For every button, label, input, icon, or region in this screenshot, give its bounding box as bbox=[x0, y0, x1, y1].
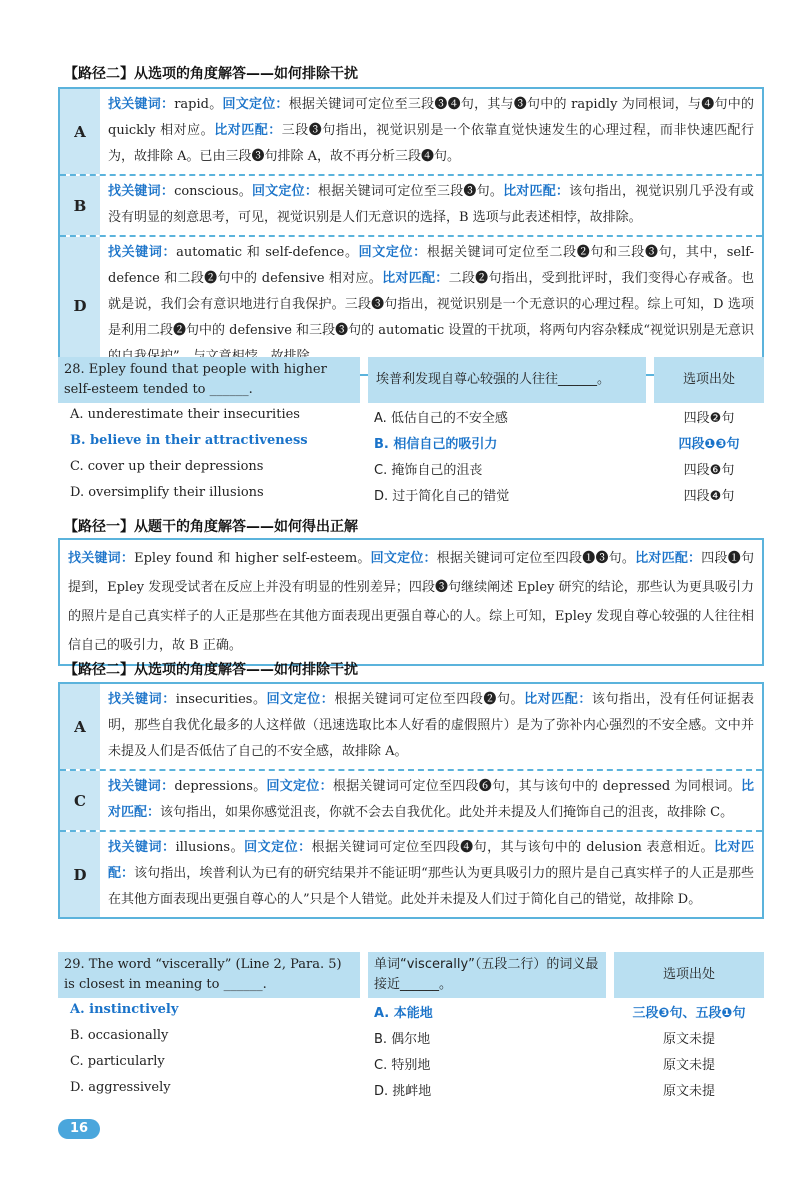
option-source: 原文未提 bbox=[662, 1084, 715, 1099]
analysis-text: rapid。 bbox=[174, 97, 223, 112]
analysis-text: 三段❸句指出，视觉识别是一个依靠直觉快速发生的心理过程，而非快速匹配行为，故排除 A。已由三段❸句排除 A，故不再分析三段❹句。 bbox=[108, 123, 754, 164]
source-header: 选项出处 bbox=[614, 952, 764, 998]
step-label: 回文定位： bbox=[222, 97, 289, 112]
step-label: 比对匹配： bbox=[214, 123, 282, 138]
option-analysis bbox=[100, 684, 762, 769]
analysis-text: 四段❶句提到，Epley 发现受试者在反应上并没有明显的性别差异；四段❸句继续阐述 Epley 研究的结论，那些认为更具吸引力的照片是自己真实样子的人正是那些在其他方面表现出更强自尊心的人。综上可知，Epley 发现自尊心较强的人往往相信自己的吸引力，故 B 正确。 bbox=[68, 551, 754, 653]
step-label: 比对匹配： bbox=[635, 551, 702, 566]
option-letter: D bbox=[60, 832, 100, 917]
option-cn: D. 过于简化自己的错觉 bbox=[374, 489, 510, 504]
option-row bbox=[60, 237, 762, 374]
analysis-text: 根据关键词可定位至三段❸句。 bbox=[318, 184, 504, 199]
option-analysis bbox=[100, 832, 762, 917]
option-row bbox=[58, 998, 764, 1024]
option-cn: C. 特别地 bbox=[374, 1058, 431, 1073]
step-label: 回文定位： bbox=[266, 692, 335, 707]
option-row bbox=[58, 1024, 764, 1050]
option-source: 四段❶❸句 bbox=[678, 437, 740, 452]
option-letter: A bbox=[60, 89, 100, 174]
option-cn: B. 相信自己的吸引力 bbox=[374, 437, 498, 452]
analysis-text: 根据关键词可定位至四段❹句，其与该句中的 delusion 表意相近。 bbox=[311, 840, 714, 855]
step-label: 找关键词： bbox=[108, 245, 177, 260]
stem-analysis-box bbox=[58, 538, 764, 666]
analysis-text: illusions。 bbox=[175, 840, 245, 855]
option-cn: D. 挑衅地 bbox=[374, 1084, 432, 1099]
option-source: 原文未提 bbox=[662, 1032, 715, 1047]
option-cn: A. 低估自己的不安全感 bbox=[374, 411, 508, 426]
step-label: 比对匹配： bbox=[382, 271, 449, 286]
step-label: 找关键词： bbox=[108, 840, 176, 855]
analysis-text: 根据关键词可定位至四段❻句，其与该句中的 depressed 为同根词。 bbox=[332, 779, 741, 794]
step-label: 回文定位： bbox=[251, 184, 319, 199]
section-title-path1: 【路径一】从题干的角度解答——如何得出正解 bbox=[64, 519, 358, 535]
option-row bbox=[58, 1050, 764, 1076]
option-en: A. underestimate their insecurities bbox=[70, 407, 300, 422]
option-cn: C. 掩饰自己的沮丧 bbox=[374, 463, 483, 478]
step-label: 比对匹配： bbox=[108, 840, 754, 881]
step-label: 找关键词： bbox=[108, 184, 175, 199]
option-row bbox=[58, 455, 764, 481]
option-letter: C bbox=[60, 771, 100, 830]
option-en: D. oversimplify their illusions bbox=[70, 485, 264, 500]
option-row bbox=[60, 832, 762, 917]
option-en: C. cover up their depressions bbox=[70, 459, 264, 474]
step-label: 比对匹配： bbox=[108, 779, 754, 820]
analysis-text: 该句指出，埃普利认为已有的研究结果并不能证明“那些认为更具吸引力的照片是自己真实样子的人正是那些在其他方面表现出更强自尊心的人”只是个人错觉。此处并未提及人们过于简化自己的错觉，故排除 D。 bbox=[108, 866, 754, 907]
section-title-path2: 【路径二】从选项的角度解答——如何排除干扰 bbox=[64, 662, 358, 678]
option-row bbox=[60, 89, 762, 176]
option-letter: B bbox=[60, 176, 100, 235]
step-label: 找关键词： bbox=[108, 97, 175, 112]
option-source: 三段❸句、五段❶句 bbox=[632, 1006, 746, 1021]
step-label: 找关键词： bbox=[68, 551, 135, 566]
option-row bbox=[58, 403, 764, 429]
option-row bbox=[58, 429, 764, 455]
analysis-text: 根据关键词可定位至三段❸❹句，其与❸句中的 rapidly 为同根词，与❹句中的 quickly 相对应。 bbox=[108, 97, 754, 138]
analysis-text: 该句指出，没有任何证据表明，那些自我优化最多的人这样做（迅速选取比本人好看的虚假照片）是为了弥补内心强烈的不安全感。文中并未提及人们是否低估了自己的不安全感，故排除 A。 bbox=[108, 692, 754, 759]
option-en: B. occasionally bbox=[70, 1028, 169, 1043]
option-cn: B. 偶尔地 bbox=[374, 1032, 431, 1047]
step-label: 比对匹配： bbox=[503, 184, 570, 199]
option-source: 四段❹句 bbox=[683, 489, 735, 504]
option-source: 原文未提 bbox=[662, 1058, 715, 1073]
option-source: 四段❻句 bbox=[683, 463, 735, 478]
analysis-text: 根据关键词可定位至二段❷句和三段❸句，其中，self-defence 和二段❷句中的 defensive 相对应。 bbox=[108, 245, 754, 286]
analysis-text: 该句指出，视觉识别几乎没有或没有明显的刻意思考，可见，视觉识别是人们无意识的选择，B 选项与此表述相悖，故排除。 bbox=[108, 184, 754, 225]
option-letter: A bbox=[60, 684, 100, 769]
analysis-text: conscious。 bbox=[174, 184, 252, 199]
option-row bbox=[60, 684, 762, 771]
option-analysis-table bbox=[58, 87, 764, 376]
option-analysis bbox=[100, 771, 762, 830]
analysis-text: automatic 和 self-defence。 bbox=[176, 245, 359, 260]
step-label: 回文定位： bbox=[244, 840, 312, 855]
step-label: 找关键词： bbox=[108, 692, 176, 707]
option-source: 四段❷句 bbox=[683, 411, 735, 426]
analysis-text: depressions。 bbox=[174, 779, 267, 794]
step-label: 回文定位： bbox=[370, 551, 437, 566]
option-cn: A. 本能地 bbox=[374, 1006, 433, 1021]
step-label: 回文定位： bbox=[266, 779, 333, 794]
analysis-text: 二段❷句指出，受到批评时，我们变得心存戒备。也就是说，我们会有意识地进行自我保护。三段❸句指出，视觉识别是一个无意识的心理过程。综上可知，D 选项是利用二段❷句中的 defensive 和三段❸句的 automatic 设置的干扰项，将两句内容杂糅成“视觉识别是无意识 bbox=[108, 271, 754, 338]
option-en: D. aggressively bbox=[70, 1080, 171, 1095]
question-stem-en: 28. Epley found that people with higher self-esteem tended to ______. bbox=[58, 357, 360, 403]
source-header: 选项出处 bbox=[654, 357, 764, 403]
analysis-text: 根据关键词可定位至四段❷句。 bbox=[334, 692, 525, 707]
analysis-text: 该句指出，如果你感觉沮丧，你就不会去自我优化。此处并未提及人们掩饰自己的沮丧，故排除 C。 bbox=[160, 805, 734, 820]
step-label: 找关键词： bbox=[108, 779, 175, 794]
option-row bbox=[58, 481, 764, 507]
option-row bbox=[60, 771, 762, 832]
option-en: C. particularly bbox=[70, 1054, 165, 1069]
option-analysis bbox=[100, 89, 762, 174]
option-analysis bbox=[100, 176, 762, 235]
question-stem-cn: 埃普利发现自尊心较强的人往往______。 bbox=[368, 357, 646, 403]
step-label: 回文定位： bbox=[358, 245, 427, 260]
option-en: B. believe in their attractiveness bbox=[70, 433, 308, 448]
option-analysis bbox=[100, 237, 762, 374]
analysis-text: Epley found 和 higher self-esteem。 bbox=[134, 551, 371, 566]
question-stem-cn: 单词“viscerally”（五段二行）的词义最接近______。 bbox=[368, 952, 606, 998]
analysis-text: insecurities。 bbox=[175, 692, 267, 707]
option-row bbox=[60, 176, 762, 237]
option-analysis-table bbox=[58, 682, 764, 919]
page-number: 16 bbox=[58, 1119, 100, 1139]
option-row bbox=[58, 1076, 764, 1102]
step-label: 比对匹配： bbox=[524, 692, 592, 707]
section-title-path2: 【路径二】从选项的角度解答——如何排除干扰 bbox=[64, 66, 358, 82]
question-stem-en: 29. The word “viscerally” (Line 2, Para. 5) is closest in meaning to ______. bbox=[58, 952, 360, 998]
option-en: A. instinctively bbox=[70, 1002, 179, 1017]
analysis-text: 根据关键词可定位至四段❶❸句。 bbox=[436, 551, 636, 566]
option-letter: D bbox=[60, 237, 100, 374]
